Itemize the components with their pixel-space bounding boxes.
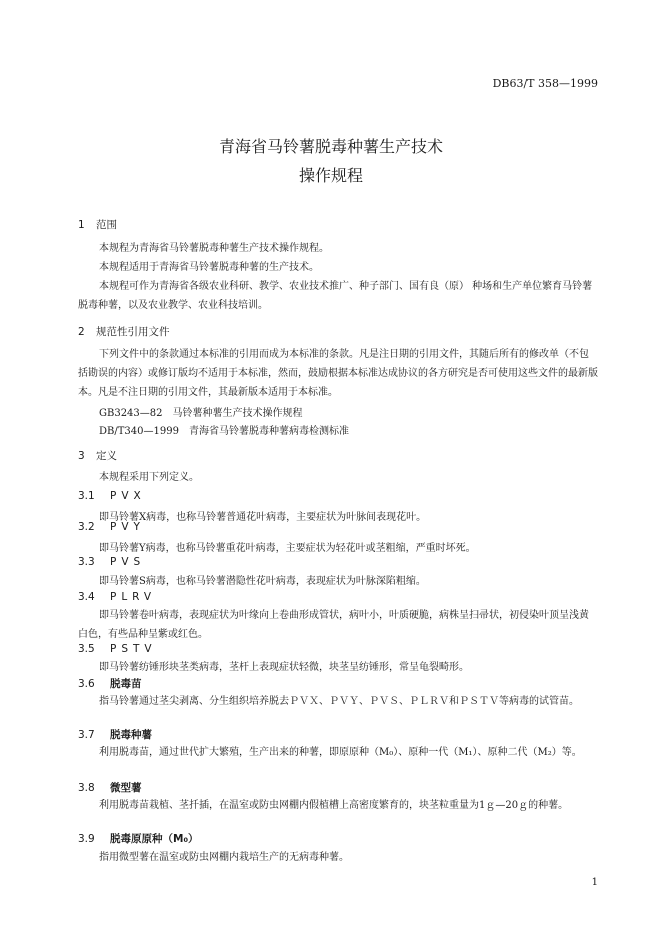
definition-heading [78,521,145,533]
definition-term: 脱毒原原种（M₀） [110,833,199,845]
definition-text: 即马铃薯纺锤形块茎类病毒，茎杆上表现症状轻微，块茎呈纺锤形，常呈龟裂畸形。 [99,662,469,673]
definition-number: 3.2 [78,521,95,533]
paragraph: 本规程可作为青海省各级农业科研、教学、农业技术推广、种子部门、国有良（原） 种场和生产单位繁育马铃薯脱毒种薯，以及农业教学、农业科技培训。 [78,281,593,311]
section-3-heading [78,448,117,463]
page-number: 1 [591,877,598,888]
definition-text: 利用脱毒苗栽植、茎扦插，在温室或防虫网棚内假植槽上高密度繁育的，块茎粒重量为1ｇ—20ｇ的种薯。 [99,800,569,811]
definition-term: PSTV [110,643,157,655]
definition-term: 脱毒苗 [110,678,142,690]
definition-term: 脱毒种薯 [110,729,152,741]
document-title-line1: 青海省马铃薯脱毒种薯生产技术 [218,137,443,156]
definition-number: 3.4 [78,591,95,603]
definition-term: PVX [110,490,146,502]
definition-number: 3.3 [78,556,95,568]
definition-text: 即马铃薯卷叶病毒，表现症状为叶缘向上卷曲形成管状，病叶小，叶质硬脆，病株呈扫帚状，初侵染叶顶呈浅黄白色，有些品种呈紫或红色。 [78,610,589,640]
definition-heading [78,676,142,691]
definition-term: 微型薯 [110,782,142,794]
definition-heading [78,643,157,655]
section-title: 范围 [96,219,117,231]
reference-item: GB3243—82 马铃薯种薯生产技术操作规程 [99,408,303,419]
standard-number: DB63/T 358—1999 [492,77,598,90]
paragraph: 本规程适用于青海省马铃薯脱毒种薯的生产技术。 [99,262,319,273]
definition-number: 3.6 [78,678,95,690]
definition-text: 即马铃薯S病毒，也称马铃薯潜隐性花叶病毒，表现症状为叶脉深陷粗缩。 [99,576,426,587]
section-1-heading [78,217,117,232]
definition-heading [78,591,156,603]
definition-number: 3.1 [78,490,95,502]
definition-term: PLRV [110,591,157,603]
definition-number: 3.7 [78,729,95,741]
definition-number: 3.8 [78,782,95,794]
reference-item: DB/T340—1999 青海省马铃薯脱毒种薯病毒检测标准 [99,426,349,437]
definition-text: 利用脱毒苗，通过世代扩大繁殖，生产出来的种薯，即原原种（M₀）、原种一代（M₁）、原种二代（M₂）等。 [99,747,582,758]
document-title-line2: 操作规程 [298,166,363,185]
section-2-heading [78,324,170,339]
section-title: 规范性引用文件 [96,326,170,338]
definition-text: 即马铃薯X病毒，也称马铃薯普通花叶病毒，主要症状为叶脉间表现花叶。 [99,512,427,523]
definition-text: 即马铃薯Y病毒，也称马铃薯重花叶病毒，主要症状为轻花叶或茎粗缩，严重时坏死。 [99,543,476,554]
section-number: 1 [78,219,85,231]
definition-number: 3.9 [78,833,95,845]
paragraph: 本规程采用下列定义。 [99,472,199,483]
definition-heading [78,490,146,502]
definition-heading [78,556,145,568]
paragraph: 下列文件中的条款通过本标准的引用而成为本标准的条款。凡是注日期的引用文件，其随后所有的修改单（不包括勘误的内容）或修订版均不适用于本标准，然而，鼓励根据本标准达成协议的各方研究是否可使用这些文件的最新版本。凡是不注日期的引用文件，其最新版本适用于本标准。 [78,349,598,398]
definition-heading [78,727,152,742]
definition-text: 指用微型薯在温室或防虫网棚内栽培生产的无病毒种薯。 [99,852,349,863]
paragraph: 本规程为青海省马铃薯脱毒种薯生产技术操作规程。 [99,243,329,254]
definition-text: 指马铃薯通过茎尖剥离、分生组织培养脱去ＰＶＸ、ＰＶＹ、ＰＶＳ、ＰＬＲＶ和ＰＳＴＶ等病毒的试管苗。 [99,696,579,707]
definition-term: PVY [110,521,145,533]
definition-term: PVS [110,556,146,568]
section-title: 定义 [96,450,117,462]
section-number: 3 [78,450,85,462]
definition-number: 3.5 [78,643,95,655]
definition-heading [78,831,199,846]
section-number: 2 [78,326,85,338]
definition-heading [78,780,142,795]
